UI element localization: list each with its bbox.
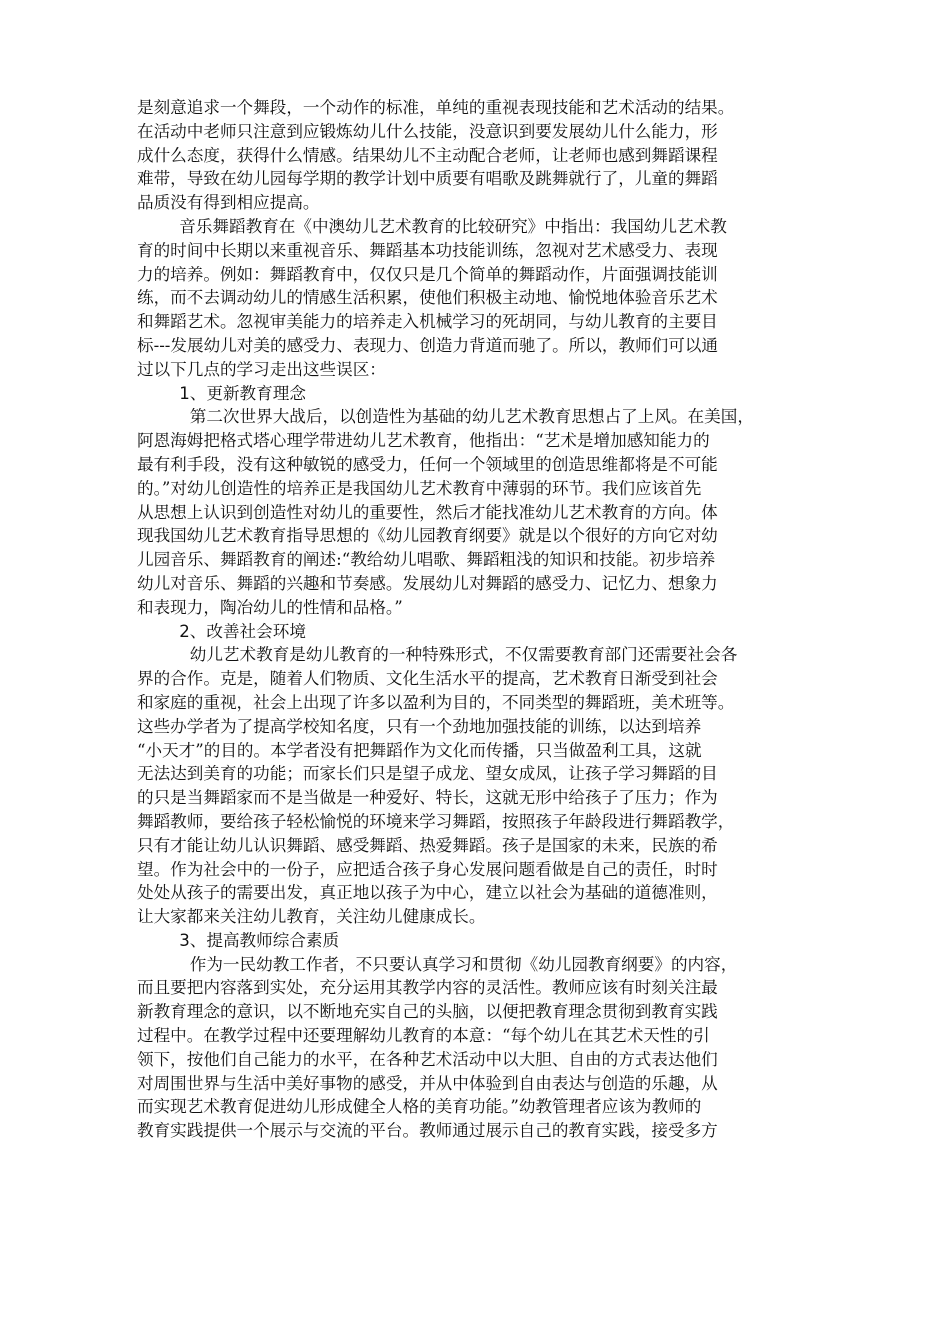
text-line: 领下，按他们自己能力的水平，在各种艺术活动中以大胆、自由的方式表达他们: [137, 1049, 718, 1069]
text-line: 望。作为社会中的一份子，应把适合孩子身心发展问题看做是自己的责任，时时: [137, 859, 718, 879]
text-line: 教育实践提供一个展示与交流的平台。教师通过展示自己的教育实践，接受多方: [137, 1121, 718, 1141]
text-line: 让大家都来关注幼儿教育，关注幼儿健康成长。: [137, 907, 486, 927]
text-line: 的只是当舞蹈家而不是当做是一种爱好、特长，这就无形中给孩子了压力；作为: [137, 788, 718, 808]
text-line: 难带，导致在幼儿园每学期的教学计划中质要有唱歌及跳舞就行了，儿童的舞蹈: [137, 169, 718, 189]
text-line: 而实现艺术教育促进幼儿形成健全人格的美育功能。”幼教管理者应该为教师的: [137, 1097, 702, 1117]
text-line: 从思想上认识到创造性对幼儿的重要性，然后才能找准幼儿艺术教育的方向。体: [137, 502, 718, 522]
text-line: 这些办学者为了提高学校知名度，只有一个劲地加强技能的训练，以达到培养: [137, 716, 702, 736]
text-line: 力的培养。例如：舞蹈教育中，仅仅只是几个简单的舞蹈动作，片面强调技能训: [137, 264, 718, 284]
text-line: 新教育理念的意识，以不断地充实自己的头脑，以便把教育理念贯彻到教育实践: [137, 1002, 718, 1022]
text-line: 现我国幼儿艺术教育指导思想的《幼儿园教育纲要》就是以个很好的方向它对幼: [137, 526, 718, 546]
section-heading: 3、提高教师综合素质: [137, 930, 340, 950]
text-line: 界的合作。克是，随着人们物质、文化生活水平的提高，艺术教育日渐受到社会: [137, 669, 718, 689]
section-heading: 2、改善社会环境: [137, 621, 306, 641]
text-line: 第二次世界大战后，以创造性为基础的幼儿艺术教育思想占了上风。在美国，: [137, 407, 754, 427]
text-line: 过程中。在教学过程中还要理解幼儿教育的本意：“每个幼儿在其艺术天性的引: [137, 1026, 710, 1046]
text-line: 和表现力，陶冶幼儿的性情和品格。”: [137, 597, 403, 617]
document-body: [137, 96, 837, 1143]
text-line: “小天才”的目的。本学者没有把舞蹈作为文化而传播，只当做盈利工具，这就: [137, 740, 702, 760]
text-line: 和舞蹈艺术。忽视审美能力的培养走入机械学习的死胡同，与幼儿教育的主要目: [137, 312, 718, 332]
text-line: 舞蹈教师，要给孩子轻松愉悦的环境来学习舞蹈，按照孩子年龄段进行舞蹈教学，: [137, 811, 735, 831]
text-line: 作为一民幼教工作者，不只要认真学习和贯彻《幼儿园教育纲要》的内容，: [137, 954, 738, 974]
text-line: 的。”对幼儿创造性的培养正是我国幼儿艺术教育中薄弱的环节。我们应该首先: [137, 478, 702, 498]
text-line: 阿恩海姆把格式塔心理学带进幼儿艺术教育，他指出：“艺术是增加感知能力的: [137, 431, 710, 451]
text-line: 处处从孩子的需要出发，真正地以孩子为中心，建立以社会为基础的道德准则，: [137, 883, 718, 903]
text-line: 成什么态度，获得什么情感。结果幼儿不主动配合老师，让老师也感到舞蹈课程: [137, 145, 718, 165]
text-line: 对周围世界与生活中美好事物的感受，并从中体验到自由表达与创造的乐趣，从: [137, 1073, 718, 1093]
text-line: 而且要把内容落到实处，充分运用其教学内容的灵活性。教师应该有时刻关注最: [137, 978, 718, 998]
text-line: 最有利手段，没有这种敏锐的感受力，任何一个领域里的创造思维都将是不可能: [137, 454, 718, 474]
text-line: 在活动中老师只注意到应锻炼幼儿什么技能，没意识到要发展幼儿什么能力，形: [137, 121, 718, 141]
text-line: 幼儿艺术教育是幼儿教育的一种特殊形式，不仅需要教育部门还需要社会各: [137, 645, 738, 665]
text-line: 过以下几点的学习走出这些误区：: [137, 359, 386, 379]
text-line: 儿园音乐、舞蹈教育的阐述:“教给幼儿唱歌、舞蹈粗浅的知识和技能。初步培养: [137, 550, 716, 570]
text-line: 练，而不去调动幼儿的情感生活积累，使他们积极主动地、愉悦地体验音乐艺术: [137, 288, 718, 308]
text-line: 和家庭的重视，社会上出现了许多以盈利为目的，不同类型的舞蹈班，美术班等。: [137, 692, 735, 712]
text-line: 是刻意追求一个舞段，一个动作的标准，单纯的重视表现技能和艺术活动的结果。: [137, 98, 735, 117]
text-line: 育的时间中长期以来重视音乐、舞蹈基本功技能训练，忽视对艺术感受力、表现: [137, 240, 718, 260]
text-line: 幼儿对音乐、舞蹈的兴趣和节奏感。发展幼儿对舞蹈的感受力、记忆力、想象力: [137, 573, 718, 593]
text-line: 只有才能让幼儿认识舞蹈、感受舞蹈、热爱舞蹈。孩子是国家的未来，民族的希: [137, 835, 718, 855]
section-heading: 1、更新教育理念: [137, 383, 306, 403]
text-line: 音乐舞蹈教育在《中澳幼儿艺术教育的比较研究》中指出：我国幼儿艺术教: [137, 216, 727, 236]
text-line: 品质没有得到相应提高。: [137, 193, 320, 213]
text-line: 无法达到美育的功能；而家长们只是望子成龙、望女成凤，让孩子学习舞蹈的目: [137, 764, 718, 784]
text-line: 标---发展幼儿对美的感受力、表现力、创造力背道而驰了。所以，教师们可以通: [137, 335, 719, 355]
